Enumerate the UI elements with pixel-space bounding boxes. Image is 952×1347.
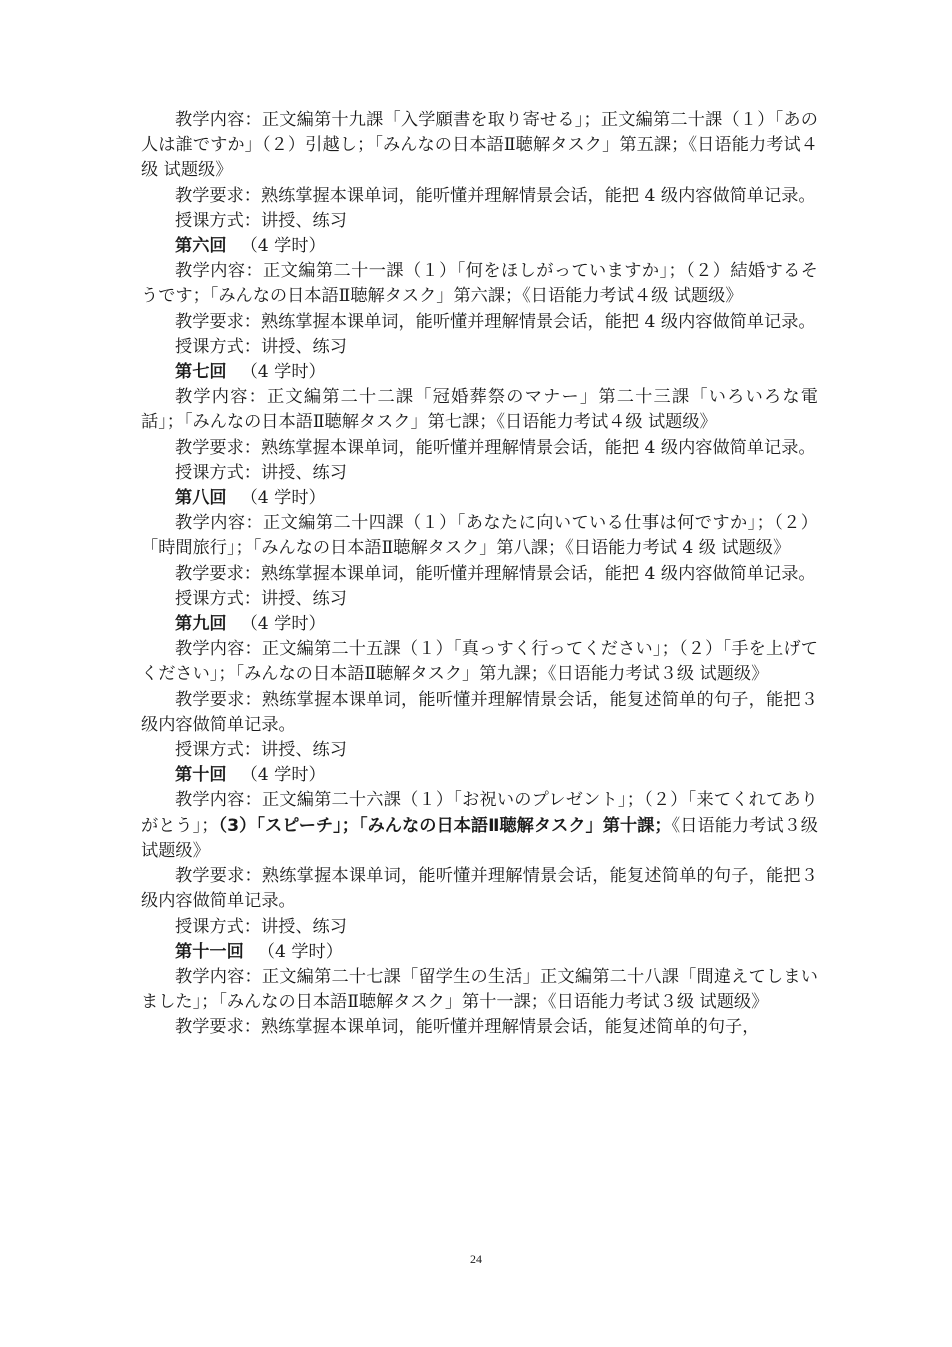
lesson-9-heading: 第九回 (175, 614, 227, 635)
lesson-7-hours: （4 学时） (240, 362, 326, 383)
lesson-8-heading: 第八回 (175, 488, 227, 509)
lesson-10-heading-line (141, 763, 818, 788)
lesson-10-content-part-1: 教学内容：正文編第二十六課（１）「お祝いのプレゼント」；（２）「来てくれてありがとう」； (141, 790, 818, 836)
lesson-10-hours: （4 学时） (240, 765, 326, 786)
lesson-11-content: 教学内容：正文編第二十七課「留学生の生活」正文編第二十八課「間違えてしまいました」；「みんなの日本語Ⅱ聴解タスク」第十一課；《日语能力考试３级 试题级》 (141, 966, 818, 1013)
lesson-10-method: 授课方式：讲授、练习 (175, 916, 347, 937)
lesson-9-requirements: 教学要求：熟练掌握本课单词，能听懂并理解情景会话，能复述简单的句子，能把３级内容做简单记录。 (141, 689, 818, 735)
lesson-8-heading-line (141, 486, 818, 511)
lesson-11-hours: （4 学时） (257, 941, 343, 962)
lesson-6-requirements: 教学要求：熟练掌握本课单词，能听懂并理解情景会话，能把 4 级内容做简单记录。 (175, 311, 816, 332)
lesson-5-method: 授课方式：讲授、练习 (175, 210, 347, 231)
document-body (141, 108, 818, 1041)
lesson-8-content: 教学内容：正文編第二十四課（１）「あなたに向いている仕事は何ですか」；（２）「時間旅行」；「みんなの日本語Ⅱ聴解タスク」第八課；《日语能力考试 4 级 试题级》 (141, 513, 818, 559)
lesson-7-heading-line (141, 360, 818, 385)
lesson-6-method: 授课方式：讲授、练习 (175, 336, 347, 357)
lesson-10-requirements: 教学要求：熟练掌握本课单词，能听懂并理解情景会话，能复述简单的句子，能把３级内容做简单记录。 (141, 866, 818, 912)
lesson-5-content: 教学内容：正文編第十九課「入学願書を取り寄せる」；正文編第二十課（１）「あの人は誰ですか」（２）引越し；「みんなの日本語Ⅱ聴解タスク」第五課；《日语能力考试４级 试题级》 (141, 110, 818, 181)
lesson-7-content: 教学内容：正文編第二十二課「冠婚葬祭のマナー」第二十三課「いろいろな電話」；「みんなの日本語Ⅱ聴解タスク」第七課；《日语能力考试４级 试题级》 (141, 387, 818, 433)
lesson-7-requirements: 教学要求：熟练掌握本课单词，能听懂并理解情景会话，能把 4 级内容做简单记录。 (175, 437, 816, 458)
lesson-9-method: 授课方式：讲授、练习 (175, 740, 347, 761)
lesson-7-heading: 第七回 (175, 362, 227, 383)
lesson-10-content-part-2: 《日语能力考试３级 试题级》 (141, 815, 818, 861)
lesson-9-heading-line (141, 612, 818, 637)
lesson-6-content: 教学内容：正文編第二十一課（１）「何をほしがっていますか」；（２）結婚するそうです；「みんなの日本語Ⅱ聴解タスク」第六課；《日语能力考试４级 试题级》 (141, 261, 818, 307)
lesson-8-requirements: 教学要求：熟练掌握本课单词，能听懂并理解情景会话，能把 4 级内容做简单记录。 (175, 563, 816, 584)
lesson-8-hours: （4 学时） (240, 488, 326, 509)
lesson-10-content (141, 788, 818, 864)
lesson-11-heading: 第十一回 (175, 941, 244, 962)
lesson-11-requirements: 教学要求：熟练掌握本课单词，能听懂并理解情景会话，能复述简单的句子， (175, 1017, 760, 1038)
lesson-10-content-bold: （3）「スピーチ」；「みんなの日本語Ⅱ聴解タスク」第十課； (218, 815, 672, 836)
lesson-6-heading: 第六回 (175, 236, 227, 257)
lesson-11-heading-line (141, 940, 818, 965)
lesson-7-method: 授课方式：讲授、练习 (175, 462, 347, 483)
lesson-5-requirements: 教学要求：熟练掌握本课单词，能听懂并理解情景会话，能把 4 级内容做简单记录。 (175, 185, 816, 206)
lesson-9-content: 教学内容：正文編第二十五課（１）「真っすく行ってください」；（２）「手を上げてください」；「みんなの日本語Ⅱ聴解タスク」第九課；《日语能力考试３级 试题级》 (141, 639, 818, 685)
page-number: 24 (470, 1252, 482, 1266)
lesson-8-method: 授课方式：讲授、练习 (175, 588, 347, 609)
lesson-6-heading-line (141, 234, 818, 259)
lesson-10-heading: 第十回 (175, 765, 227, 786)
lesson-6-hours: （4 学时） (240, 236, 326, 257)
lesson-9-hours: （4 学时） (240, 614, 326, 635)
